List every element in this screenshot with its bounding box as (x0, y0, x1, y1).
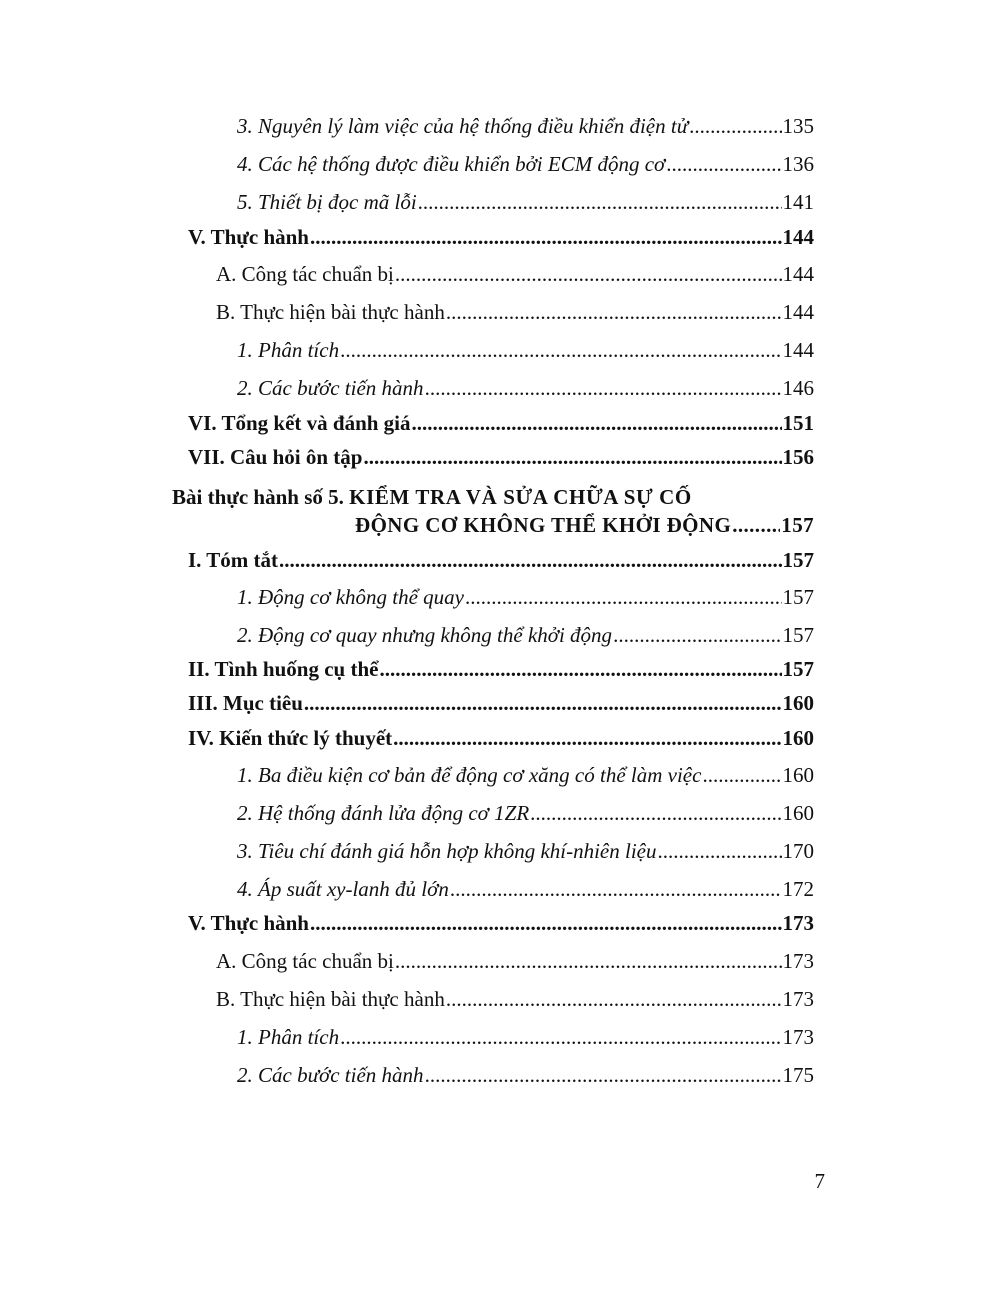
toc-entry-title: 1. Ba điều kiện cơ bản để động cơ xăng có thể làm việc (237, 763, 702, 787)
toc-leader-dots (732, 510, 780, 540)
toc-entry-page: 173 (782, 911, 814, 935)
toc-leader-dots (613, 620, 781, 650)
lesson-heading-continuation (355, 510, 814, 540)
toc-entry-title: III. Mục tiêu (188, 691, 303, 715)
toc-entry-title: 2. Động cơ quay nhưng không thể khởi động (237, 623, 613, 647)
toc-entry-title: 5. Thiết bị đọc mã lỗi (237, 190, 417, 214)
toc-section (188, 442, 814, 472)
toc-entry (237, 187, 814, 217)
toc-entry-title: A. Công tác chuẩn bị (216, 262, 394, 286)
toc-section (188, 654, 814, 684)
toc-entry-page: 173 (782, 949, 814, 973)
toc-entry (237, 798, 814, 828)
toc-leader-dots (658, 836, 782, 866)
toc-leader-dots (340, 335, 781, 365)
toc-entry-title: I. Tóm tắt (188, 548, 279, 572)
toc-entry-page: 157 (782, 623, 814, 647)
toc-leader-dots (465, 582, 782, 612)
toc-entry-page: 160 (782, 801, 814, 825)
toc-entry (237, 373, 814, 403)
toc-entry-page: 157 (782, 657, 814, 681)
toc-entry (237, 149, 814, 179)
toc-entry-title: 1. Động cơ không thể quay (237, 585, 464, 609)
toc-entry-title: 1. Phân tích (237, 1025, 340, 1049)
toc-entry-page: 170 (782, 839, 814, 863)
toc-entry (216, 297, 814, 327)
toc-leader-dots (379, 654, 781, 684)
toc-entry-title: V. Thực hành (188, 225, 309, 249)
toc-leader-dots (450, 874, 782, 904)
lesson-heading-title: KIỂM TRA VÀ SỬA CHỮA SỰ CỐ (349, 485, 692, 509)
toc-entry (216, 946, 814, 976)
toc-entry-page: 160 (782, 763, 814, 787)
toc-entry-page: 157 (782, 585, 814, 609)
toc-leader-dots (279, 545, 781, 575)
toc-leader-dots (393, 723, 781, 753)
toc-section (188, 723, 814, 753)
toc-leader-dots (310, 908, 782, 938)
lesson-heading (172, 482, 692, 512)
toc-entry-title: IV. Kiến thức lý thuyết (188, 726, 393, 750)
toc-entry-title: 1. Phân tích (237, 338, 340, 362)
toc-entry-page: 172 (782, 877, 814, 901)
lesson-heading-prefix: Bài thực hành số 5. (172, 485, 344, 509)
toc-section (188, 222, 814, 252)
toc-entry (237, 760, 814, 790)
toc-entry-title: 3. Tiêu chí đánh giá hỗn hợp không khí-nhiên liệu (237, 839, 657, 863)
toc-leader-dots (666, 149, 781, 179)
toc-entry-page: 173 (782, 987, 814, 1011)
toc-leader-dots (395, 946, 782, 976)
toc-entry (237, 836, 814, 866)
toc-leader-dots (425, 373, 782, 403)
toc-section (188, 688, 814, 718)
toc-entry-page: 146 (782, 376, 814, 400)
toc-leader-dots (412, 408, 782, 438)
toc-entry-page: 160 (782, 726, 814, 750)
toc-entry-page: 175 (782, 1063, 814, 1087)
toc-entry (237, 111, 814, 141)
toc-entry-page: 156 (782, 445, 814, 469)
toc-entry-page: 173 (782, 1025, 814, 1049)
toc-leader-dots (689, 111, 781, 141)
toc-leader-dots (310, 222, 782, 252)
lesson-heading-title-line2: ĐỘNG CƠ KHÔNG THỂ KHỞI ĐỘNG (355, 513, 732, 537)
toc-entry-page: 157 (782, 548, 814, 572)
toc-entry-page: 135 (782, 114, 814, 138)
toc-entry-title: B. Thực hiện bài thực hành (216, 987, 445, 1011)
page-number: 7 (814, 1169, 825, 1193)
toc-leader-dots (446, 297, 782, 327)
toc-entry-page: 144 (782, 225, 814, 249)
toc-entry-page: 157 (781, 513, 814, 537)
toc-entry (216, 259, 814, 289)
toc-entry-page: 144 (782, 300, 814, 324)
toc-leader-dots (702, 760, 781, 790)
toc-entry-page: 141 (782, 190, 814, 214)
toc-entry (237, 1022, 814, 1052)
toc-entry-page: 144 (782, 262, 814, 286)
toc-leader-dots (304, 688, 782, 718)
toc-entry-page: 136 (782, 152, 814, 176)
toc-section (188, 545, 814, 575)
toc-entry-title: V. Thực hành (188, 911, 309, 935)
toc-leader-dots (446, 984, 782, 1014)
toc-entry-title: 2. Hệ thống đánh lửa động cơ 1ZR (237, 801, 530, 825)
toc-entry-page: 160 (782, 691, 814, 715)
toc-entry-title: II. Tình huống cụ thể (188, 657, 379, 681)
toc-entry-title: 2. Các bước tiến hành (237, 1063, 424, 1087)
toc-entry-page: 151 (782, 411, 814, 435)
toc-entry-title: 4. Các hệ thống được điều khiển bởi ECM động cơ (237, 152, 666, 176)
toc-entry (237, 582, 814, 612)
toc-leader-dots (418, 187, 782, 217)
toc-entry-title: 2. Các bước tiến hành (237, 376, 424, 400)
toc-entry-title: VI. Tổng kết và đánh giá (188, 411, 411, 435)
toc-entry-page: 144 (782, 338, 814, 362)
toc-section (188, 908, 814, 938)
toc-leader-dots (425, 1060, 782, 1090)
toc-entry (237, 1060, 814, 1090)
toc-entry (237, 620, 814, 650)
toc-entry-title: VII. Câu hỏi ôn tập (188, 445, 363, 469)
toc-section (188, 408, 814, 438)
toc-entry-title: 4. Áp suất xy-lanh đủ lớn (237, 877, 449, 901)
toc-leader-dots (363, 442, 781, 472)
toc-leader-dots (340, 1022, 781, 1052)
toc-entry-title: A. Công tác chuẩn bị (216, 949, 394, 973)
toc-entry (237, 874, 814, 904)
toc-leader-dots (530, 798, 781, 828)
toc-leader-dots (395, 259, 782, 289)
toc-entry-title: B. Thực hiện bài thực hành (216, 300, 445, 324)
toc-entry (216, 984, 814, 1014)
toc-entry-title: 3. Nguyên lý làm việc của hệ thống điều khiển điện tử (237, 114, 689, 138)
toc-entry (237, 335, 814, 365)
